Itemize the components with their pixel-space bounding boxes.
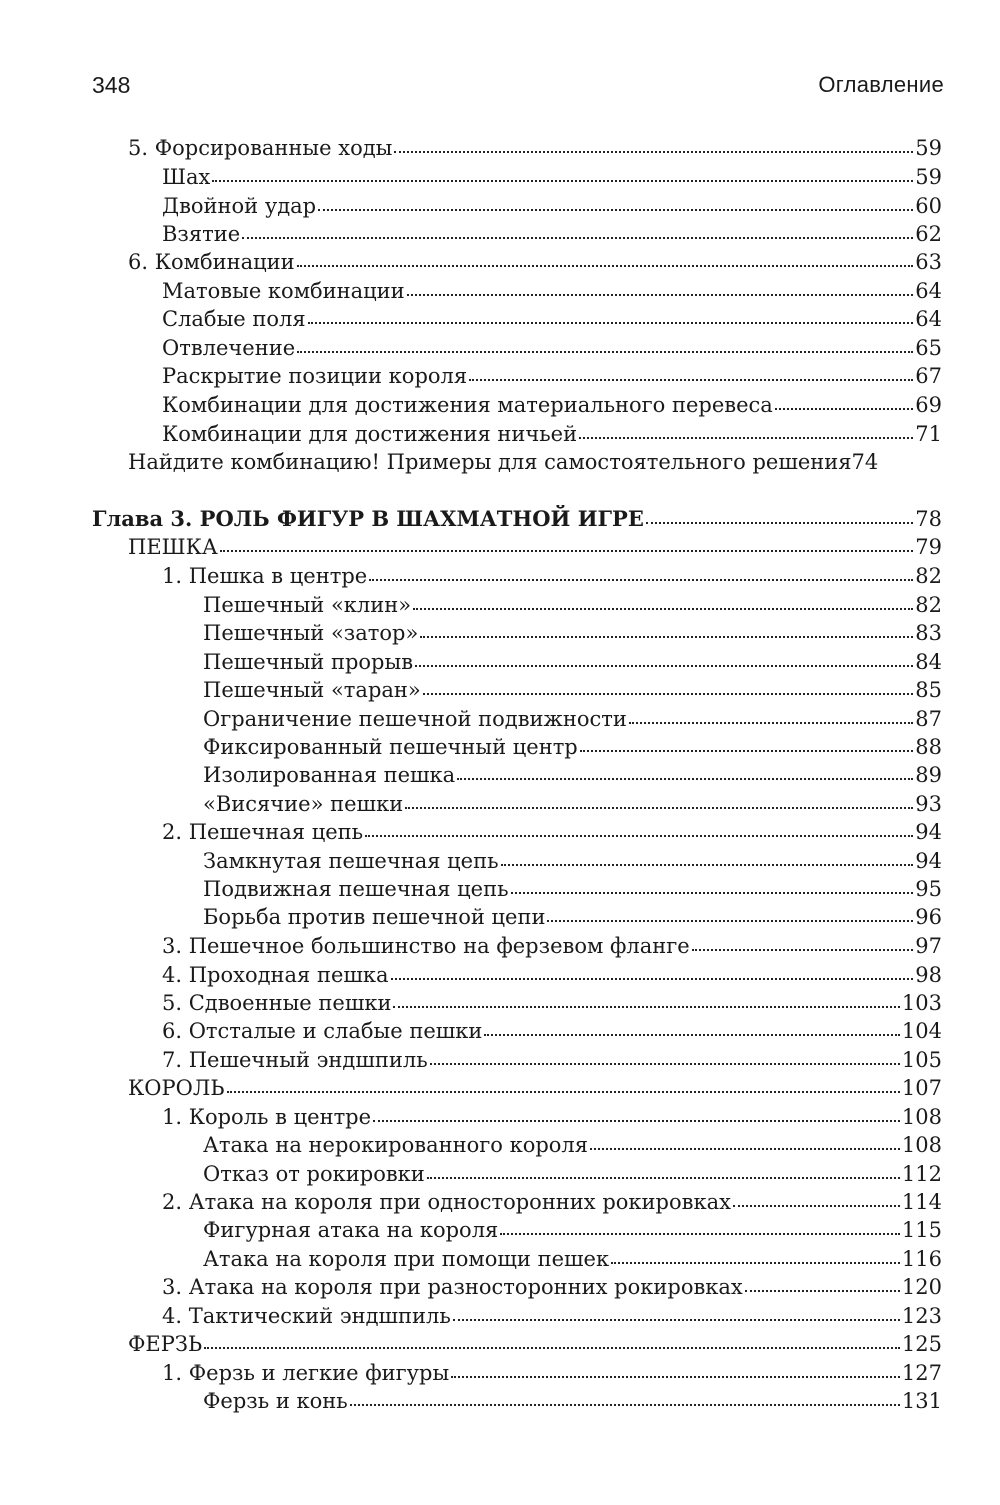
toc-entry-page: 94 — [915, 820, 942, 844]
toc-entry — [162, 562, 942, 590]
toc-entry-title: КОРОЛЬ — [128, 1076, 225, 1100]
dot-leader — [692, 945, 914, 951]
dot-leader — [242, 233, 913, 239]
dot-leader — [318, 205, 913, 211]
toc-entry-title: Борьба против пешечной цепи — [203, 905, 546, 929]
toc-entry-page: 97 — [915, 934, 942, 958]
dot-leader — [484, 1030, 899, 1036]
toc-entry-page: 64 — [915, 279, 942, 303]
toc-entry — [203, 903, 942, 931]
toc-entry-page: 95 — [915, 877, 942, 901]
toc-entry-title: Найдите комбинацию! Примеры для самостоятельного решения — [128, 450, 852, 474]
toc-entry-page: 67 — [915, 364, 942, 388]
toc-entry — [162, 1017, 942, 1045]
toc-entry-title: Пешечный прорыв — [203, 650, 414, 674]
toc-entry — [203, 761, 942, 789]
toc-entry — [162, 362, 942, 390]
toc-entry-page: 116 — [901, 1247, 942, 1271]
running-title: Оглавление — [818, 72, 944, 97]
toc-entry-page: 84 — [915, 650, 942, 674]
toc-entry-title: Атака на короля при помощи пешек — [203, 1247, 610, 1271]
toc-entry — [128, 1330, 942, 1358]
toc-entry-title: Глава 3. РОЛЬ ФИГУР В ШАХМАТНОЙ ИГРЕ — [92, 506, 644, 531]
toc-entry — [128, 248, 942, 276]
dot-leader — [369, 575, 913, 581]
toc-entry-page: 62 — [915, 222, 942, 246]
dot-leader — [775, 404, 913, 410]
toc-entry-page: 107 — [901, 1076, 942, 1100]
toc-entry — [162, 818, 942, 846]
dot-leader — [413, 604, 913, 610]
dot-leader — [373, 1116, 900, 1122]
toc-entry-title: Раскрытие позиции короля — [162, 364, 468, 388]
toc-entry — [128, 1074, 942, 1102]
toc-entry — [203, 790, 942, 818]
toc-entry-title: 6. Комбинации — [128, 250, 295, 274]
toc-entry — [162, 961, 942, 989]
toc-entry-title: 1. Ферзь и легкие фигуры — [162, 1361, 450, 1385]
dot-leader — [297, 347, 913, 353]
toc-entry — [162, 1188, 942, 1216]
toc-entry-title: 3. Атака на короля при разносторонних рокировках — [162, 1275, 743, 1299]
dot-leader — [646, 518, 913, 524]
dot-leader — [500, 1229, 900, 1235]
toc-entry — [203, 648, 942, 676]
toc-entry-page: 131 — [901, 1389, 942, 1413]
toc-entry — [203, 1387, 942, 1415]
toc-entry-page: 69 — [915, 393, 942, 417]
dot-leader — [511, 888, 914, 894]
toc-entry-page: 59 — [915, 136, 942, 160]
toc-entry-page: 93 — [915, 792, 942, 816]
toc-entry-title: Пешечный «клин» — [203, 593, 412, 617]
toc-entry-page: 112 — [901, 1162, 942, 1186]
dot-leader — [415, 661, 913, 667]
toc-entry-title: 5. Форсированные ходы — [128, 136, 393, 160]
dot-leader — [350, 1400, 900, 1406]
toc-entry — [203, 1245, 942, 1273]
toc-entry-page: 87 — [915, 707, 942, 731]
toc-entry-page: 108 — [901, 1105, 942, 1129]
toc-entry-page: 78 — [915, 507, 942, 531]
dot-leader — [391, 974, 914, 980]
toc-entry-page: 127 — [901, 1361, 942, 1385]
dot-leader — [204, 1343, 900, 1349]
toc-entry — [203, 1160, 942, 1188]
toc-entry — [203, 705, 942, 733]
toc-entry-title: Фигурная атака на короля — [203, 1218, 499, 1242]
toc-entry-page: 89 — [915, 763, 942, 787]
toc-entry-page: 115 — [901, 1218, 942, 1242]
toc-entry-page: 74 — [851, 450, 879, 474]
toc-entry-title: Замкнутая пешечная цепь — [203, 849, 499, 873]
toc-entry-page: 79 — [915, 535, 942, 559]
dot-leader — [745, 1286, 900, 1292]
toc-entry-page: 82 — [915, 593, 942, 617]
toc-entry-page: 63 — [915, 250, 942, 274]
toc-entry-page: 104 — [901, 1019, 942, 1043]
toc-entry-title: Взятие — [162, 222, 241, 246]
toc-entry-title: Фиксированный пешечный центр — [203, 735, 578, 759]
dot-leader — [629, 718, 913, 724]
toc-entry — [162, 1359, 942, 1387]
toc-entry — [203, 1131, 942, 1159]
toc-entry-title: 3. Пешечное большинство на ферзевом фланге — [162, 934, 690, 958]
dot-leader — [430, 1059, 900, 1065]
toc-entry — [128, 134, 942, 162]
toc-entry-title: 2. Пешечная цепь — [162, 820, 364, 844]
page-number: 348 — [92, 72, 131, 98]
dot-leader — [580, 746, 914, 752]
toc-entry — [162, 334, 942, 362]
toc-entry-title: Подвижная пешечная цепь — [203, 877, 509, 901]
toc-entry — [203, 733, 942, 761]
toc-entry-page: 98 — [915, 963, 942, 987]
toc-entry-title: 6. Отсталые и слабые пешки — [162, 1019, 483, 1043]
toc-entry-title: 7. Пешечный эндшпиль — [162, 1048, 428, 1072]
toc-entry-title: Матовые комбинации — [162, 279, 405, 303]
toc-entry — [128, 533, 942, 561]
toc-entry-page: 64 — [915, 307, 942, 331]
toc-entry — [162, 1046, 942, 1074]
toc-entry — [162, 1273, 942, 1301]
page-header — [92, 72, 944, 108]
dot-leader — [547, 916, 913, 922]
dot-leader — [227, 1087, 900, 1093]
toc-entry-title: Шах — [162, 165, 211, 189]
toc-entry-title: Комбинации для достижения материального перевеса — [162, 393, 773, 417]
dot-leader — [394, 147, 913, 153]
toc-entry — [203, 591, 942, 619]
toc-entry-page: 88 — [915, 735, 942, 759]
toc-entry-title: 4. Проходная пешка — [162, 963, 389, 987]
toc-entry-title: Слабые поля — [162, 307, 306, 331]
dot-leader — [733, 1201, 900, 1207]
toc-entry-title: ФЕРЗЬ — [128, 1332, 203, 1356]
toc-entry-page: 105 — [901, 1048, 942, 1072]
toc-entry-title: Атака на нерокированного короля — [203, 1133, 589, 1157]
toc-entry-title: Пешечный «таран» — [203, 678, 421, 702]
toc-entry — [162, 989, 942, 1017]
toc-entry-page: 114 — [901, 1190, 942, 1214]
toc-entry-page: 96 — [915, 905, 942, 929]
dot-leader — [365, 831, 913, 837]
dot-leader — [405, 803, 913, 809]
toc-entry-title: «Висячие» пешки — [203, 792, 404, 816]
dot-leader — [393, 1002, 899, 1008]
toc-entry-page: 108 — [901, 1133, 942, 1157]
dot-leader — [579, 433, 913, 439]
dot-leader — [308, 318, 914, 324]
dot-leader — [220, 546, 914, 552]
dot-leader — [427, 1173, 900, 1179]
toc-entry-page: 123 — [901, 1304, 942, 1328]
toc-entry-page: 60 — [915, 194, 942, 218]
toc-entry — [162, 305, 942, 333]
toc-entry-page: 103 — [901, 991, 942, 1015]
toc-entry-title: 1. Пешка в центре — [162, 564, 368, 588]
toc-entry-title: Ограничение пешечной подвижности — [203, 707, 627, 731]
toc-entry-page: 94 — [915, 849, 942, 873]
toc-entry-page: 82 — [915, 564, 942, 588]
dot-leader — [453, 1315, 900, 1321]
toc-entry-title: Пешечный «затор» — [203, 621, 419, 645]
chapter-heading-entry — [92, 505, 942, 533]
toc-entry-page: 85 — [915, 678, 942, 702]
toc-entry-title: 2. Атака на короля при односторонних рокировках — [162, 1190, 731, 1214]
toc-entry — [162, 163, 942, 191]
toc-entry — [162, 391, 942, 419]
dot-leader — [590, 1144, 900, 1150]
toc-entry — [203, 1216, 942, 1244]
toc-entry — [162, 932, 942, 960]
dot-leader — [420, 632, 913, 638]
toc-entry-page: 59 — [915, 165, 942, 189]
toc-entry-title: Двойной удар — [162, 194, 317, 218]
toc-entry-page: 71 — [915, 422, 942, 446]
dot-leader — [407, 290, 914, 296]
toc-entry — [162, 1302, 942, 1330]
dot-leader — [423, 689, 914, 695]
toc-entry-page: 65 — [915, 336, 942, 360]
toc-entry-page: 125 — [901, 1332, 942, 1356]
dot-leader — [212, 176, 913, 182]
dot-leader — [451, 1372, 900, 1378]
toc-entry-title: Ферзь и конь — [203, 1389, 348, 1413]
dot-leader — [457, 774, 913, 780]
dot-leader — [297, 261, 914, 267]
dot-leader — [469, 375, 913, 381]
toc-entry — [128, 448, 942, 476]
toc-entry-title: 5. Сдвоенные пешки — [162, 991, 392, 1015]
toc-entry — [162, 277, 942, 305]
toc-entry — [203, 847, 942, 875]
toc-entry-title: Отказ от рокировки — [203, 1162, 425, 1186]
toc-entry-page: 83 — [915, 621, 942, 645]
toc-entry — [203, 676, 942, 704]
toc-entry-title: ПЕШКА — [128, 535, 218, 559]
toc-entry-title: 4. Тактический эндшпиль — [162, 1304, 451, 1328]
toc-entry — [203, 875, 942, 903]
toc-entry — [162, 1103, 942, 1131]
dot-leader — [501, 860, 914, 866]
toc-entry-title: Комбинации для достижения ничьей — [162, 422, 578, 446]
toc-entry-title: Отвлечение — [162, 336, 296, 360]
dot-leader — [611, 1258, 900, 1264]
toc-entry — [162, 192, 942, 220]
toc-entry — [162, 420, 942, 448]
toc-entry-title: Изолированная пешка — [203, 763, 456, 787]
toc-entry-title: 1. Король в центре — [162, 1105, 372, 1129]
toc-entry — [162, 220, 942, 248]
toc-entry — [203, 619, 942, 647]
toc-entry-page: 120 — [901, 1275, 942, 1299]
